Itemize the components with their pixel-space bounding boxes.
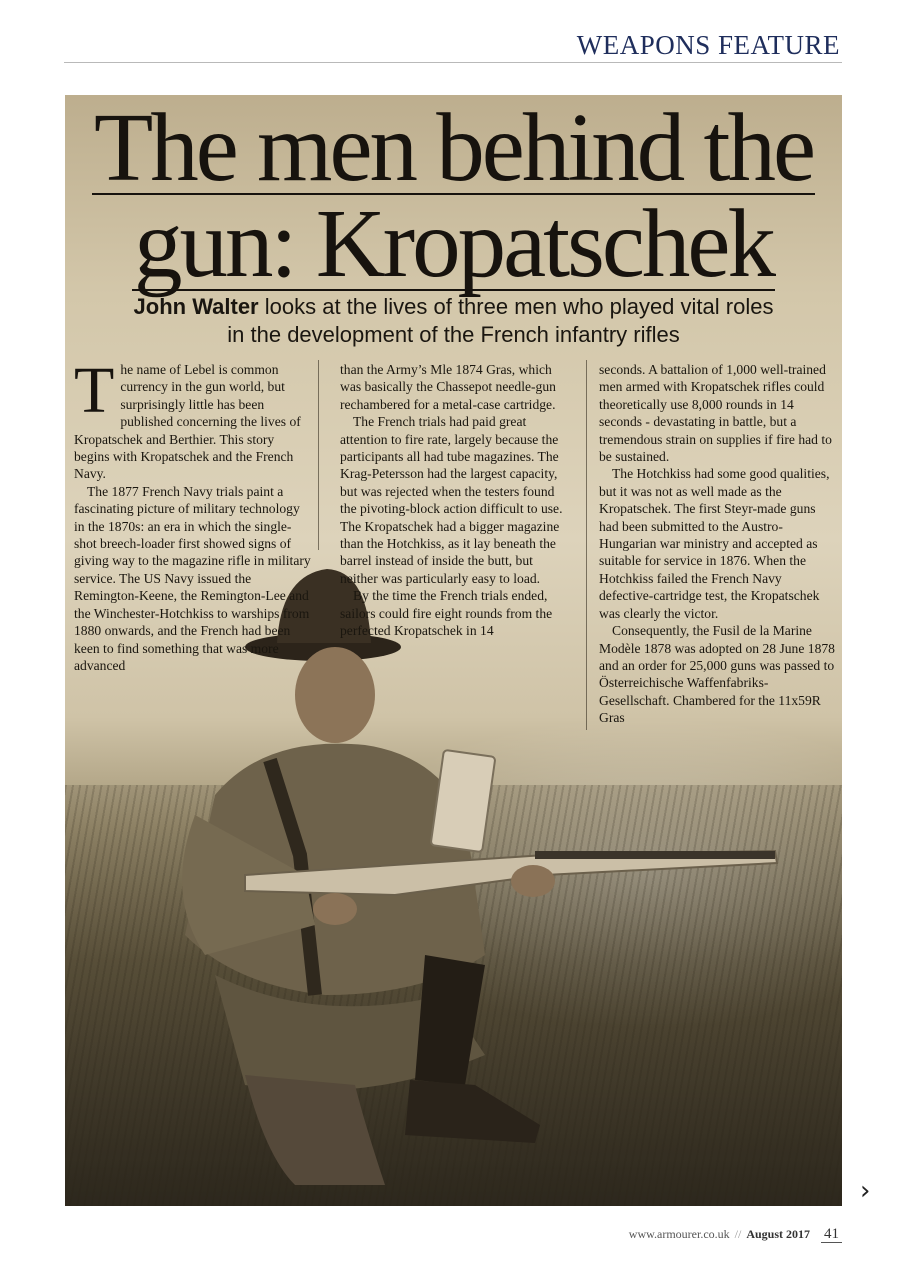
paragraph: The Hotchkiss had some good qualities, but it was not as well made as the Kropatschek. The first Steyr-made guns had been submitted to the Austro-Hungarian war ministry and accepted as suitable for service in 1876. When the Hotchkiss failed the French Navy defective-cartridge test, the Kropatschek was clearly the victor. <box>599 466 830 621</box>
soldier-shin <box>245 1075 385 1185</box>
soldier-boot <box>405 1080 540 1143</box>
soldier-hand-rear <box>313 893 357 925</box>
footer-date: August 2017 <box>746 1227 810 1241</box>
deck-line-1: looks at the lives of three men who played vital roles <box>258 294 774 319</box>
page-footer <box>629 1226 842 1243</box>
footer-url: www.armourer.co.uk <box>628 1227 730 1241</box>
section-label: WEAPONS FEATURE <box>576 30 840 60</box>
paragraph: The French trials had paid great attention to fire rate, largely because the participants all had tube magazines. The Krag-Petersson had the largest capacity, but was rejected when the testers found the pivoting-block action difficult to use. The Kropatschek had a bigger magazine than the Hotchkiss, as it lay beneath the barrel instead of inside the butt, but neither was particularly easy to load. <box>340 414 563 586</box>
column-rule <box>586 360 587 730</box>
feature-photo-panel <box>65 95 842 1206</box>
paragraph: seconds. A battalion of 1,000 well-trained men armed with Kropatschek rifles could theoretically use 8,000 rounds in 14 seconds - devastating in battle, but a tremendous strain on supplies if fire had to be sustained. <box>599 362 832 465</box>
soldier-hand-front <box>511 865 555 897</box>
header-rule <box>64 62 842 63</box>
article-deck <box>85 293 822 349</box>
paragraph: Consequently, the Fusil de la Marine Modèle 1878 was adopted on 28 June 1878 and an order for 25,000 guns was passed to Österreichische Waffenfabriks-Gesellschaft. Chambered for the 11x59R Gras <box>599 623 835 726</box>
paragraph: than the Army’s Mle 1874 Gras, which was basically the Chassepot needle-gun rechambered for a metal-case cartridge. <box>340 362 556 412</box>
deck-author: John Walter <box>133 294 259 319</box>
deck-line-2: in the development of the French infantry rifles <box>227 322 680 347</box>
paragraph: The 1877 French Navy trials paint a fascinating picture of military technology in the 1870s: an era in which the single-shot breech-loader first showed signs of giving way to the magazine rifle in military service. The US Navy issued the Remington-Keene, the Remington-Lee and the Winchester-Hotchkiss to warships from 1880 onwards, and the French had been keen to find something that was more advanced <box>74 483 311 673</box>
article-title <box>65 95 842 297</box>
paragraph: he name of Lebel is common currency in the gun world, but surprisingly little has been published concerning the lives of Kropatschek and Berthier. This story begins with Kropatschek and the French Navy. <box>74 362 301 482</box>
text-column-1 <box>74 354 312 674</box>
title-line-2: gun: Kropatschek <box>134 190 773 297</box>
text-column-3 <box>599 361 837 727</box>
rifle-barrel <box>535 851 775 859</box>
paragraph: By the time the French trials ended, sailors could fire eight rounds from the perfected Kropatschek in 14 <box>340 588 553 639</box>
title-line-1: The men behind the <box>93 95 814 201</box>
column-rule <box>318 360 319 550</box>
drop-cap: T <box>74 354 115 427</box>
chevron-right-icon[interactable]: › <box>860 1176 871 1206</box>
footer-separator: // <box>734 1227 742 1241</box>
text-column-2 <box>340 361 570 640</box>
page-number: 41 <box>821 1226 842 1243</box>
rifle-magazine <box>431 750 496 852</box>
soldier-legging <box>415 955 485 1085</box>
